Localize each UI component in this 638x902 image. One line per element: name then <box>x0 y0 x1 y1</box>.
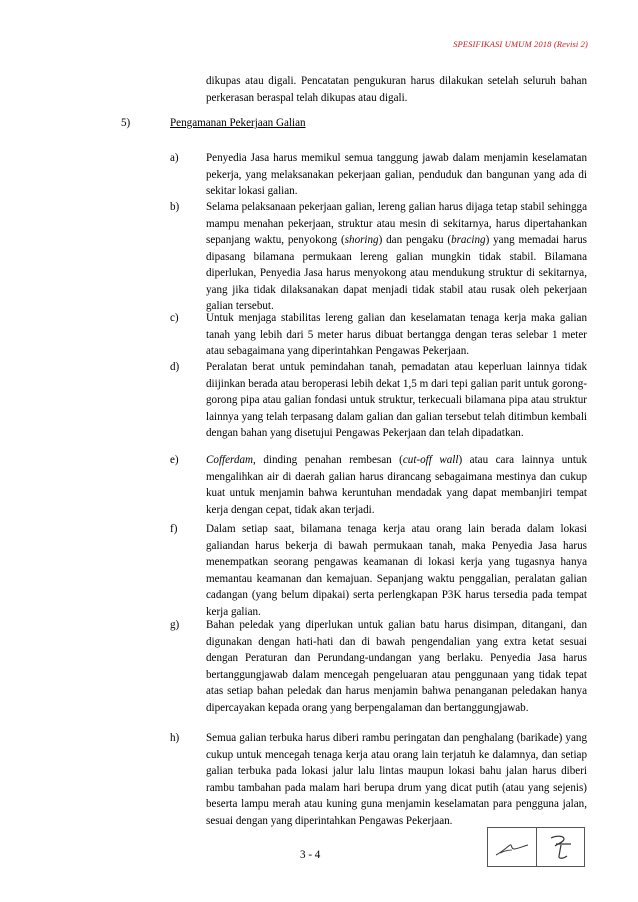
item-label-g: g) <box>170 619 180 631</box>
item-text-e <box>206 452 587 518</box>
item-b-part1: Selama pelaksanaan pekerjaan galian, lereng galian harus dijaga tetap stabil sehingga mampu menahan pekerjaan, struktur atau mesin di sekitarnya, harus dipertahankan sepanjang waktu, penyokong ( <box>206 201 587 246</box>
section-number: 5) <box>121 117 131 129</box>
item-e-part2: ) atau cara lainnya untuk mengalihkan air di daerah galian harus dirancang sebagaimana mestinya dan cukup kuat untuk menjamin bahwa keruntuhan mendadak yang dapat membanjiri tempat kerja dengan cepat, tidak akan terjadi. <box>206 454 588 516</box>
continued-paragraph: dikupas atau digali. Pencatatan pengukuran harus dilakukan setelah seluruh bahan perkerasan beraspal telah dikupas atau digali. <box>206 75 587 104</box>
item-text-c: Untuk menjaga stabilitas lereng galian dan keselamatan tenaga kerja maka galian tanah yang lebih dari 5 meter harus dibuat bertangga dengan teras selebar 1 meter atau sebagaimana yang diperintahkan Pengawas Pekerjaan. <box>206 312 587 357</box>
initial-signature-1-icon <box>488 828 535 866</box>
section-title: Pengamanan Pekerjaan Galian <box>170 117 306 129</box>
initial-signature-2-icon <box>537 828 584 866</box>
item-e-cutoff: cut-off wall <box>402 454 459 466</box>
initial-cell-2 <box>537 828 585 866</box>
item-label-f: f) <box>170 523 178 535</box>
initials-box <box>487 827 585 867</box>
page-number: 3 - 4 <box>300 849 321 861</box>
item-label-c: c) <box>170 312 179 324</box>
item-label-d: d) <box>170 361 180 373</box>
item-b-shoring: shoring <box>344 234 379 246</box>
item-text-h: Semua galian terbuka harus diberi rambu peringatan dan penghalang (barikade) yang cukup untuk mencegah tenaga kerja atau orang lain terjatuh ke dalamnya, dan setiap galian terbuka pada lokasi jalur lalu lintas maupun lokasi bahu jalan harus diberi rambu tambahan pada malam hari berupa drum yang dicat putih (atau yang sejenis) beserta lampu merah atau kuning guna menjamin keselamatan para pengguna jalan, sesuai dengan yang diperintahkan Pengawas Pekerjaan. <box>206 732 587 827</box>
item-text-d: Peralatan berat untuk pemindahan tanah, pemadatan atau keperluan lainnya tidak diijinkan berada atau beroperasi lebih dekat 1,5 m dari tepi galian parit untuk gorong-gorong pipa atau galian fondasi untuk struktur, terkecuali bilamana pipa atau struktur lainnya yang telah terpasang dalam galian dan galian tersebut telah ditimbun kembali dengan bahan yang disetujui Pengawas Pekerjaan dan telah dipadatkan. <box>206 361 587 439</box>
item-b-bracing: bracing <box>451 234 486 246</box>
initial-cell-1 <box>488 828 537 866</box>
document-header: SPESIFIKASI UMUM 2018 (Revisi 2) <box>453 39 588 49</box>
item-text-f: Dalam setiap saat, bilamana tenaga kerja atau orang lain berada dalam lokasi galiandan harus bekerja di bawah permukaan tanah, maka Penyedia Jasa harus menempatkan seorang pengawas keamanan di lokasi kerja yang tugasnya hanya memantau keamanan dan kemajuan. Sepanjang waktu penggalian, peralatan galian cadangan (yang belum dipakai) serta perlengkapan P3K harus tersedia pada tempat kerja galian. <box>206 523 587 618</box>
item-label-a: a) <box>170 152 179 164</box>
item-label-e: e) <box>170 454 179 466</box>
item-e-cofferdam: Cofferdam <box>206 454 254 466</box>
item-b-part2: ) dan pengaku ( <box>378 234 452 246</box>
item-label-h: h) <box>170 732 180 744</box>
item-b-part3: ) yang memadai harus dipasang bilamana permukaan lereng galian mungkin tidak stabil. Bilamana diperlukan, Penyedia Jasa harus menyokong atau mendukung struktur di sekitarnya, yang jika tidak dilaksanakan dapat menjadi tidak stabil atau rusak oleh pekerjaan galian tersebut. <box>206 234 587 312</box>
item-text-b <box>206 199 587 315</box>
item-e-part1: , dinding penahan rembesan ( <box>253 454 403 466</box>
item-text-g: Bahan peledak yang diperlukan untuk galian batu harus disimpan, ditangani, dan digunakan dengan hati-hati dan di bawah pengendalian yang extra ketat sesuai dengan Peraturan dan Perundang-undangan yang berlaku. Penyedia Jasa harus bertanggungjawab dalam mencegah pengeluaran atau penggunaan yang tidak tepat atas setiap bahan peledak dan harus menjamin bahwa penanganan peledakan hanya dipercayakan kepada orang yang berpengalaman dan bertanggungjawab. <box>206 619 587 714</box>
item-label-b: b) <box>170 201 180 213</box>
item-text-a: Penyedia Jasa harus memikul semua tanggung jawab dalam menjamin keselamatan pekerja, yang melaksanakan pekerjaan galian, penduduk dan bangunan yang ada di sekitar lokasi galian. <box>206 152 587 197</box>
